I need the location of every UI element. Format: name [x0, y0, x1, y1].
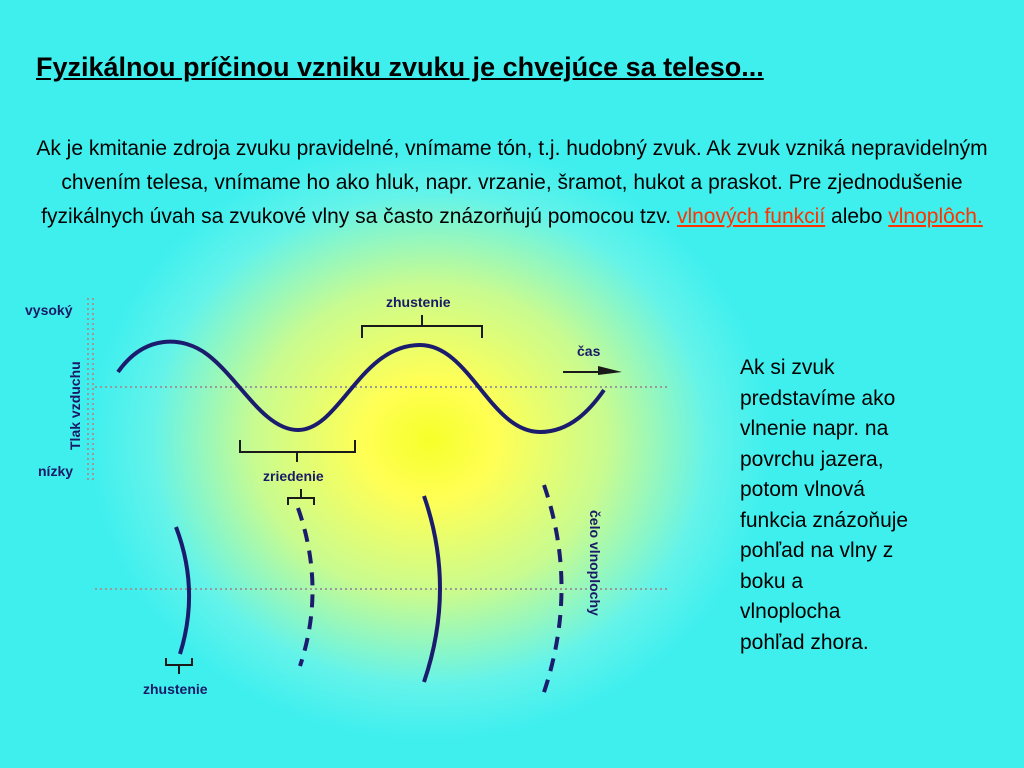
wavefront-dashed-2 — [542, 485, 562, 698]
link-wave-functions[interactable]: vlnových funkcií — [676, 205, 826, 228]
label-high: vysoký — [25, 302, 73, 318]
rarefaction-bracket — [240, 440, 355, 462]
wavefront-solid-1 — [176, 527, 189, 654]
link-wavefronts[interactable]: vlnoplôch. — [888, 205, 983, 228]
page-title-suffix: ... — [741, 52, 764, 82]
label-pressure-axis: Tlak vzduchu — [67, 361, 83, 450]
side-explanation: Ak si zvuk predstavíme ako vlnenie napr. na povrchu jazera, potom vlnová funkcia znázoňuje pohľad na vlny z boku a vlnoplocha pohľad zhora. — [740, 356, 909, 654]
intro-connector: alebo — [831, 205, 883, 228]
compression-bracket-top — [362, 315, 482, 338]
wavefront-dashed-1 — [298, 508, 313, 666]
label-compression-bottom: zhustenie — [143, 681, 208, 697]
label-low: nízky — [38, 463, 74, 479]
label-compression-top: zhustenie — [386, 294, 451, 310]
compression-bracket-small — [166, 658, 192, 674]
label-time: čas — [577, 343, 601, 359]
page-title-text: Fyzikálnou príčinou vzniku zvuku je chvejúce sa teleso — [36, 52, 742, 82]
label-rarefaction: zriedenie — [263, 468, 324, 484]
label-wavefront: čelo vlnoplochy — [587, 510, 603, 616]
rarefaction-bracket-small — [288, 489, 314, 505]
intro-text: Ak je kmitanie zdroja zvuku pravidelné, vnímame tón, t.j. hudobný zvuk. Ak zvuk vzniká nepravidelným chvením telesa, vnímame ho ako hluk, napr. vrzanie, šramot, hukot a praskot. Pre zjednodušenie fyzikálnych úvah sa zvukové vlny sa často znázorňujú pomocou tzv. — [36, 137, 988, 228]
time-arrow-head — [598, 366, 622, 375]
